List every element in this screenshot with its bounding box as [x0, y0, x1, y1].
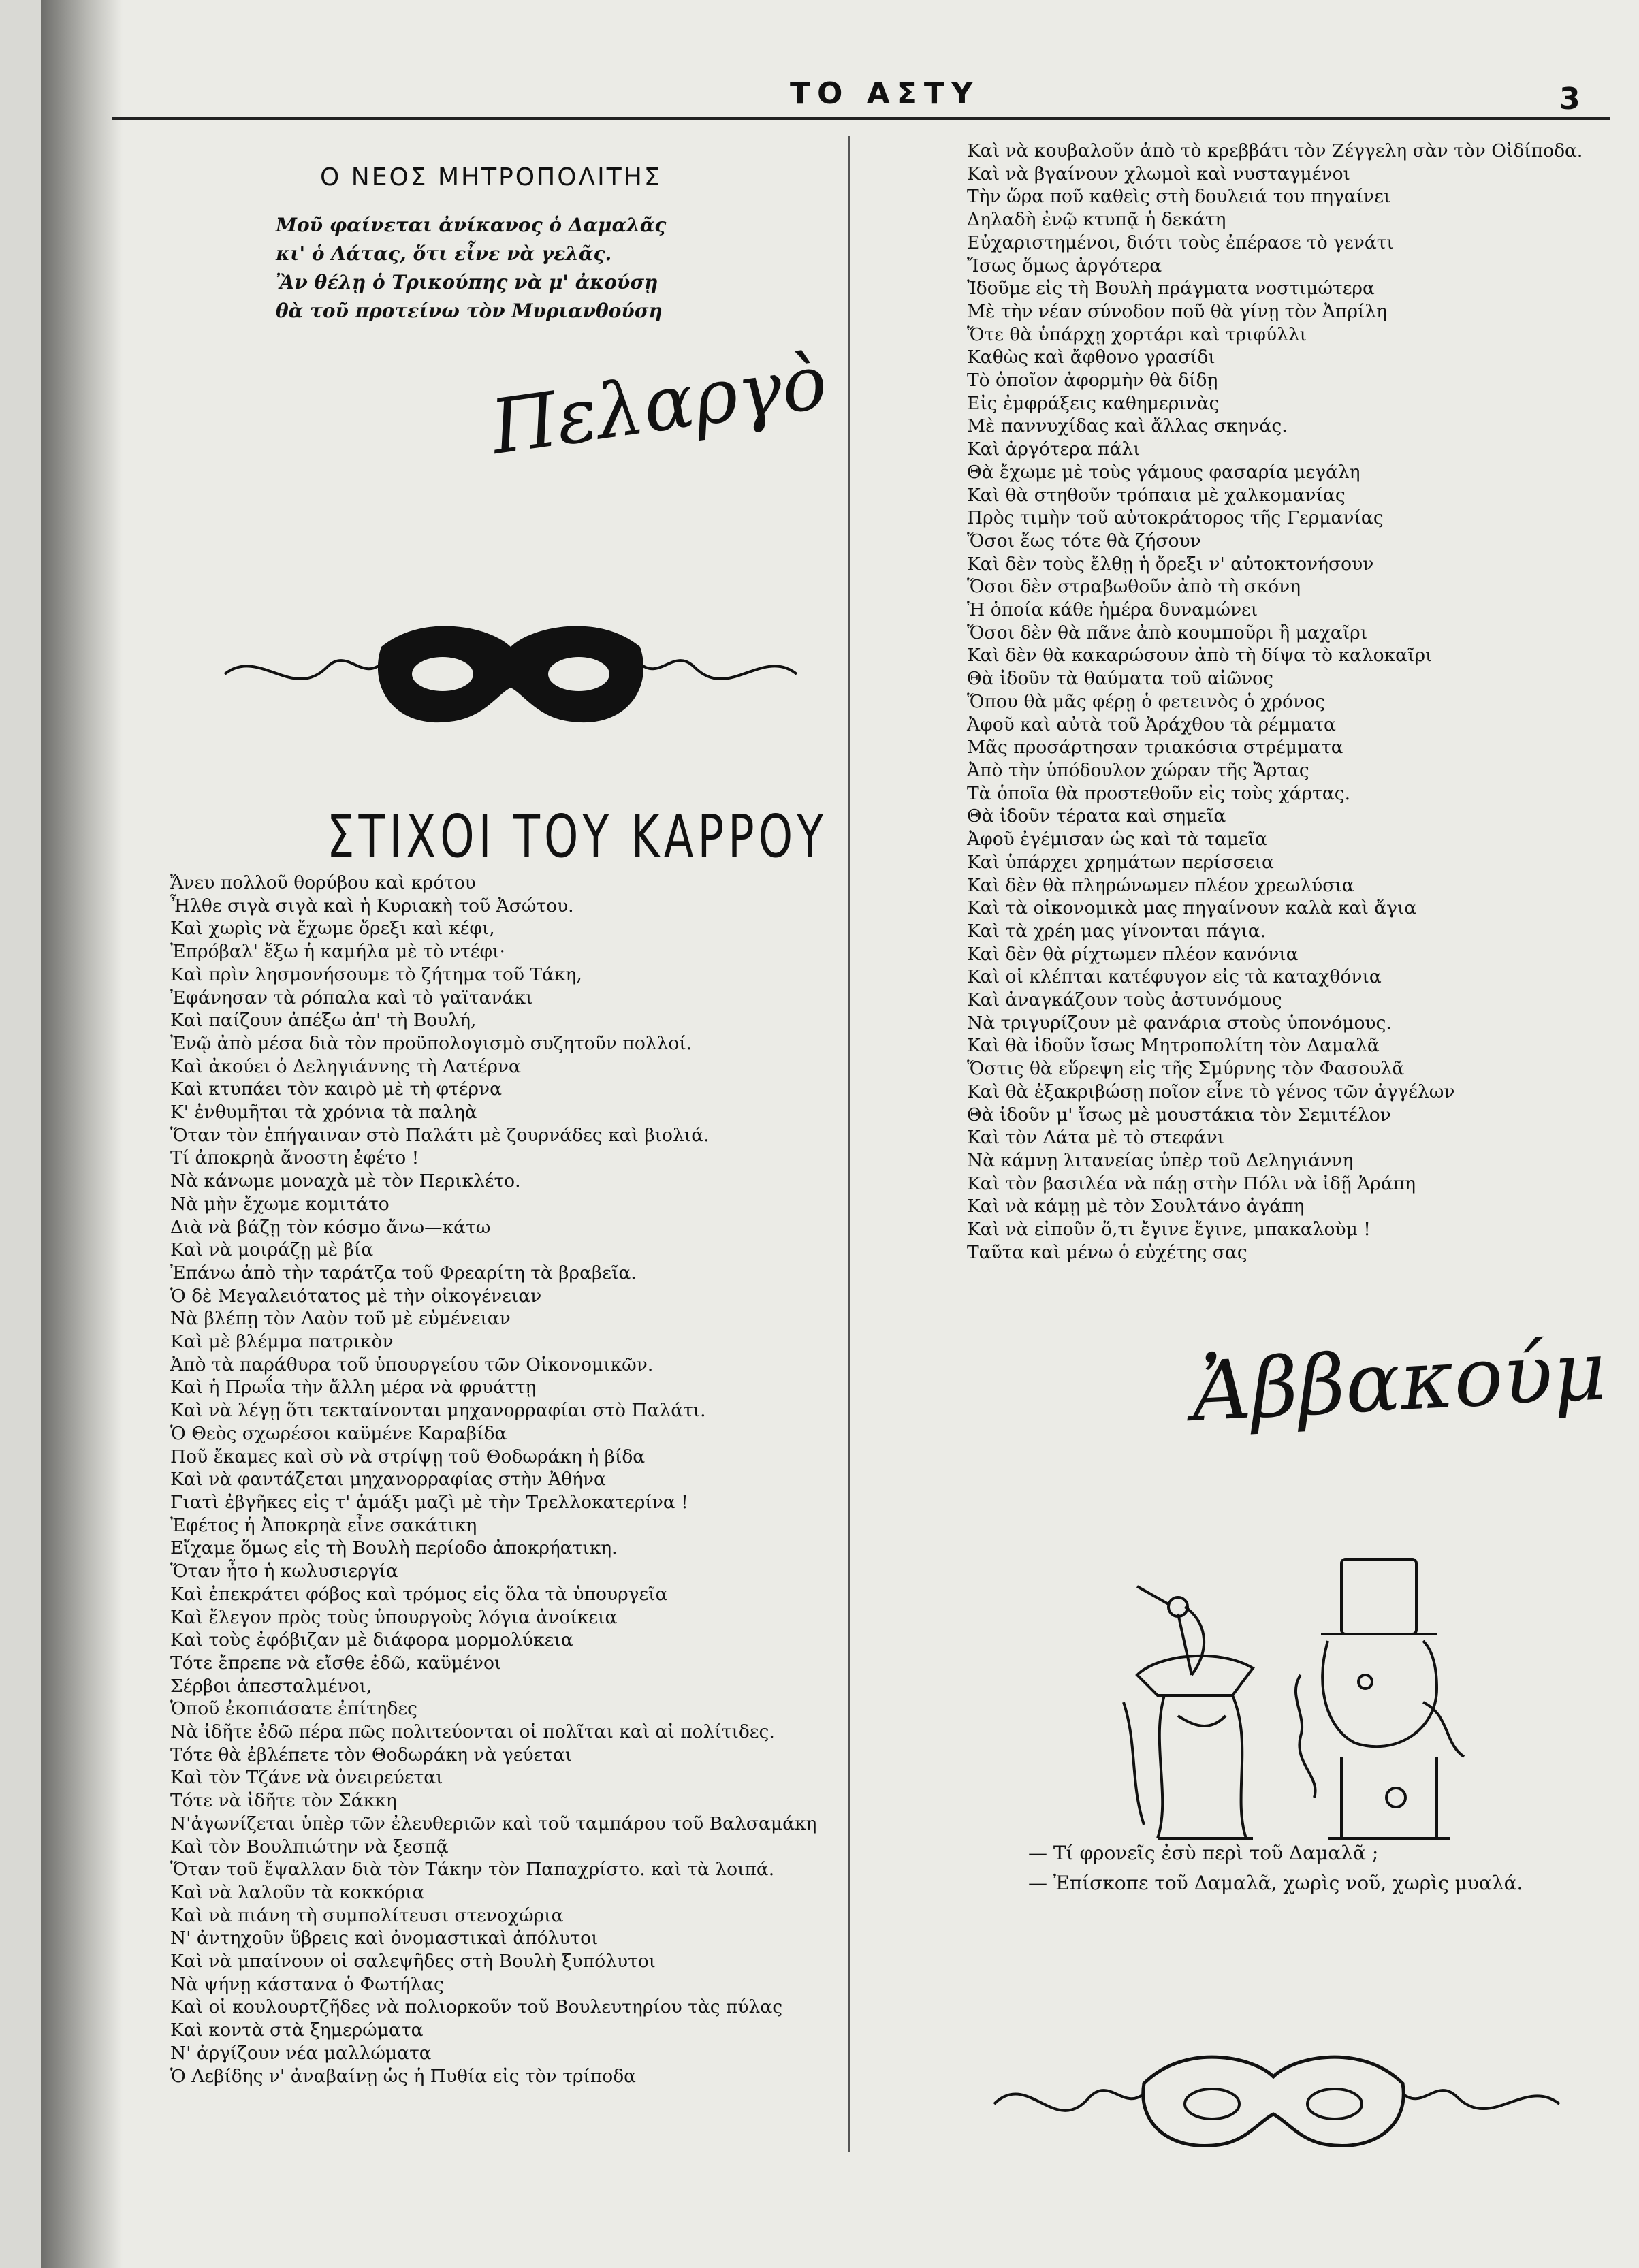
- verse-line: Καὶ νὰ βγαίνουν χλωμοὶ καὶ νυσταγμένοι: [967, 163, 1350, 185]
- epigram-line: θὰ τοῦ προτείνω τὸν Μυριανθούση: [276, 300, 663, 322]
- verse-line: Κ' ἐνθυμῆται τὰ χρόνια τὰ παληὰ: [170, 1102, 477, 1123]
- verse-line: Καὶ δὲν θὰ ρίχτωμεν πλέον κανόνια: [967, 943, 1299, 965]
- verse-line: Ὅσοι δὲν στραβωθοῦν ἀπὸ τὴ σκόνη: [967, 576, 1301, 598]
- verse-line: Καὶ θὰ ἐξακριβώσῃ ποῖον εἶνε τὸ γένος τῶν ἀγγέλων: [967, 1081, 1455, 1102]
- verse-line: Καὶ νὰ κουβαλοῦν ἀπὸ τὸ κρεββάτι τὸν Ζέγγελη σὰν τὸν Οἰδίποδα.: [967, 140, 1583, 161]
- epigram: [276, 211, 766, 325]
- verse-line: Καὶ τὸν βασιλέα νὰ πάῃ στὴν Πόλι νὰ ἰδῇ Ἀράπη: [967, 1172, 1416, 1194]
- verse-line: Ὅπου θὰ μᾶς φέρῃ ὁ φετεινὸς ὁ χρόνος: [967, 690, 1325, 712]
- verse-line: Καὶ νὰ λέγῃ ὅτι τεκταίνονται μηχανορραφίαι στὸ Παλάτι.: [170, 1400, 706, 1422]
- verse-line: Καὶ παίζουν ἀπέξω ἀπ' τὴ Βουλή,: [170, 1010, 477, 1032]
- verse-line: Καὶ τὸν Τζάνε νὰ ὀνειρεύεται: [170, 1767, 443, 1789]
- verse-line: Καὶ τὸν Βουλπιώτην νὰ ξεσπᾷ: [170, 1836, 449, 1857]
- verse-left: [170, 872, 851, 2088]
- verse-line: Πρὸς τιμὴν τοῦ αὐτοκράτορος τῆς Γερμανίας: [967, 507, 1384, 529]
- verse-line: Καὶ νὰ μπαίνουν οἱ σαλεψῆδες στὴ Βουλὴ ξυπόλυτοι: [170, 1951, 656, 1972]
- verse-line: Ἀφοῦ καὶ αὐτὰ τοῦ Ἀράχθου τὰ ρέμματα: [967, 714, 1336, 735]
- epigram-line: Μοῦ φαίνεται ἀνίκανος ὁ Δαμαλᾶς: [276, 214, 667, 236]
- right-column: [967, 136, 1607, 2261]
- verse-line: Ὅστις θὰ εὕρεψη εἰς τῆς Σμύρνης τὸν Φασουλᾶ: [967, 1058, 1405, 1080]
- verse-line: Ν' ἀργίζουν νέα μαλλώματα: [170, 2042, 432, 2064]
- verse-line: Ὅταν τοῦ ἔψαλλαν διὰ τὸν Τάκην τὸν Παπαχρίστο. καὶ τὰ λοιπά.: [170, 1859, 775, 1881]
- verse-line: Ν'ἀγωνίζεται ὑπὲρ τῶν ἐλευθεριῶν καὶ τοῦ ταμπάρου τοῦ Βαλσαμάκη: [170, 1812, 817, 1834]
- verse-line: Καὶ τὸν Λάτα μὲ τὸ στεφάνι: [967, 1127, 1225, 1149]
- verse-line: Καὶ νὰ εἰποῦν ὅ,τι ἔγινε ἔγινε, μπακαλοὺμ !: [967, 1219, 1371, 1241]
- verse-line: Εὐχαριστημένοι, διότι τοὺς ἐπέρασε τὸ γενάτι: [967, 231, 1394, 253]
- verse-line: Ἐφέτος ἡ Ἀποκρηὰ εἶνε σακάτικη: [170, 1514, 477, 1536]
- verse-line: Νὰ ἰδῆτε ἐδῶ πέρα πῶς πολιτεύονται οἱ πολῖται καὶ αἱ πολίτιδες.: [170, 1721, 775, 1743]
- verse-line: Καὶ δὲν θὰ πληρώνωμεν πλέον χρεωλύσια: [967, 874, 1354, 896]
- verse-line: Τὰ ὁποῖα θὰ προστεθοῦν εἰς τοὺς χάρτας.: [967, 782, 1351, 804]
- masthead: ΤΟ ΑΣΤΥ: [790, 76, 980, 111]
- mask-ornament: [218, 599, 803, 735]
- signature-abbakoum: Ἀββακούμ: [1189, 1324, 1608, 1440]
- poem-title: Ο ΝΕΟΣ ΜΗΤΡΟΠΟΛΙΤΗΣ: [320, 163, 662, 191]
- verse-line: Θὰ ἰδοῦν τέρατα καὶ σημεῖα: [967, 805, 1226, 827]
- signature-pelargos: Πελαργὸ: [486, 338, 833, 471]
- verse-line: Νὰ κάνωμε μοναχὰ μὲ τὸν Περικλέτο.: [170, 1170, 521, 1192]
- verse-line: Νὰ βλέπῃ τὸν Λαὸν τοῦ μὲ εὐμένειαν: [170, 1308, 511, 1330]
- verse-line: Ὁποῦ ἐκοπιάσατε ἐπίτηδες: [170, 1698, 418, 1720]
- verse-line: Ὅταν ἦτο ἡ κωλυσιεργία: [170, 1561, 398, 1582]
- verse-line: Καὶ ἀκούει ὁ Δεληγιάννης τὴ Λατέρνα: [170, 1055, 521, 1077]
- verse-line: Ταῦτα καὶ μένω ὁ εὐχέτης σας: [967, 1241, 1247, 1263]
- verse-line: Θὰ ἰδοῦν μ' ἴσως μὲ μουστάκια τὸν Σεμιτέλον: [967, 1104, 1391, 1125]
- verse-line: Καὶ τὰ χρέη μας γίνονται πάγια.: [967, 920, 1267, 942]
- verse-line: Καὶ θὰ στηθοῦν τρόπαια μὲ χαλκομανίας: [967, 484, 1346, 506]
- verse-line: Καὶ οἱ κουλουρτζῆδες νὰ πολιορκοῦν τοῦ Βουλευτηρίου τὰς πύλας: [170, 1996, 783, 2018]
- verse-line: Νὰ μὴν ἔχωμε κομιτάτο: [170, 1193, 389, 1215]
- verse-line: Ἀπὸ τὴν ὑπόδουλον χώραν τῆς Ἄρτας: [967, 759, 1309, 781]
- verse-line: Θὰ ἰδοῦν τὰ θαύματα τοῦ αἰῶνος: [967, 668, 1273, 690]
- verse-line: Τότε ἔπρεπε νὰ εἴσθε ἐδῶ, καϋμένοι: [170, 1652, 502, 1674]
- verse-line: Μὲ τὴν νέαν σύνοδον ποῦ θὰ γίνῃ τὸν Ἀπρίλη: [967, 300, 1387, 322]
- verse-line: Μὲ παννυχίδας καὶ ἄλλας σκηνάς.: [967, 415, 1288, 437]
- verse-line: Καὶ οἱ κλέπται κατέφυγον εἰς τὰ καταχθόνια: [967, 966, 1382, 988]
- verse-line: Ὅσοι ἕως τότε θὰ ζήσουν: [967, 530, 1201, 552]
- verse-line: Ὅταν τὸν ἐπήγαιναν στὸ Παλάτι μὲ ζουρνάδες καὶ βιολιά.: [170, 1124, 710, 1146]
- verse-line: Καὶ ἡ Πρωΐα τὴν ἄλλη μέρα νὰ φρυάττῃ: [170, 1377, 537, 1399]
- binding-shadow: [41, 0, 123, 2268]
- verse-line: Ἐπρόβαλ' ἔξω ἡ καμήλα μὲ τὸ ντέφι·: [170, 941, 505, 963]
- verse-line: Καθὼς καὶ ἄφθονο γρασίδι: [967, 347, 1215, 368]
- verse-line: Ἦλθε σιγὰ σιγὰ καὶ ἡ Κυριακὴ τοῦ Ἀσώτου.: [170, 895, 574, 916]
- verse-line: Ὁ δὲ Μεγαλειότατος μὲ τὴν οἰκογένειαν: [170, 1285, 542, 1307]
- verse-line: Γιατὶ ἐβγῆκες εἰς τ' ἁμάξι μαζὶ μὲ τὴν Τρελλοκατερίνα !: [170, 1491, 688, 1513]
- epigram-line: Ἂν θέλῃ ὁ Τρικούπης νὰ μ' ἀκούσῃ: [276, 271, 658, 293]
- verse-line: Νὰ τριγυρίζουν μὲ φανάρια στοὺς ὑπονόμους.: [967, 1012, 1392, 1034]
- verse-line: Ἐφάνησαν τὰ ρόπαλα καὶ τὸ γαϊτανάκι: [170, 987, 533, 1008]
- verse-line: Ὅσοι δὲν θὰ πᾶνε ἀπὸ κουμποῦρι ἢ μαχαῖρι: [967, 622, 1368, 643]
- verse-line: Καὶ δὲν τοὺς ἔλθῃ ἡ ὄρεξι ν' αὐτοκτονήσουν: [967, 553, 1374, 575]
- verse-line: Καὶ νὰ φαντάζεται μηχανορραφίας στὴν Ἀθήνα: [170, 1469, 606, 1490]
- cartoon-caption: [1028, 1838, 1614, 1898]
- header-rule: [112, 117, 1610, 120]
- verse-line: Ἀφοῦ ἐγέμισαν ὡς καὶ τὰ ταμεῖα: [967, 829, 1268, 850]
- epigram-line: κι' ὁ Λάτας, ὅτι εἶνε νὰ γελᾶς.: [276, 242, 612, 265]
- verse-line: Καὶ ἐπεκράτει φόβος καὶ τρόμος εἰς ὅλα τὰ ὑπουργεῖα: [170, 1583, 668, 1605]
- verse-line: Καὶ θὰ ἰδοῦν ἴσως Μητροπολίτη τὸν Δαμαλᾶ: [967, 1035, 1380, 1057]
- dialogue-line: — Ἐπίσκοπε τοῦ Δαμαλᾶ, χωρὶς νοῦ, χωρὶς μυαλά.: [1028, 1872, 1523, 1894]
- section-title: ΣΤΙΧΟΙ ΤΟΥ ΚΑΡΡΟΥ: [327, 803, 828, 872]
- dialogue-line: — Τί φρονεῖς ἐσὺ περὶ τοῦ Δαμαλᾶ ;: [1028, 1842, 1379, 1864]
- verse-line: Διὰ νὰ βάζῃ τὸν κόσμο ἄνω—κάτω: [170, 1216, 491, 1238]
- verse-line: Καὶ τὰ οἰκονομικὰ μας πηγαίνουν καλὰ καὶ ἅγια: [967, 897, 1417, 919]
- verse-line: Καὶ νὰ μοιράζῃ μὲ βία: [170, 1239, 374, 1261]
- page-number: 3: [1559, 82, 1580, 116]
- verse-line: Καὶ ἀργότερα πάλι: [967, 438, 1141, 460]
- verse-line: Τότε θὰ ἐβλέπετε τὸν Θοδωράκη νὰ γεύεται: [170, 1744, 573, 1766]
- verse-line: Καὶ ἔλεγον πρὸς τοὺς ὑπουργοὺς λόγια ἀνοίκεια: [170, 1606, 618, 1628]
- verse-line: Ἐπάνω ἀπὸ τὴν ταράτζα τοῦ Φρεαρίτη τὰ βραβεῖα.: [170, 1262, 637, 1283]
- verse-line: Ποῦ ἔκαμες καὶ σὺ νὰ στρίψῃ τοῦ Θοδωράκη ἡ βίδα: [170, 1446, 646, 1467]
- verse-line: Μᾶς προσάρτησαν τριακόσια στρέμματα: [967, 737, 1343, 758]
- verse-line: Καὶ νὰ λαλοῦν τὰ κοκκόρια: [170, 1881, 425, 1903]
- verse-line: Ὅτε θὰ ὑπάρχῃ χορτάρι καὶ τριφύλλι: [967, 323, 1307, 345]
- verse-line: Καὶ κοντὰ στὰ ξημερώματα: [170, 2019, 424, 2041]
- verse-line: Εἰς ἐμφράξεις καθημερινὰς: [967, 392, 1220, 414]
- verse-line: Θὰ ἔχωμε μὲ τοὺς γάμους φασαρία μεγάλη: [967, 461, 1360, 483]
- left-column: [136, 136, 831, 2261]
- verse-line: Καὶ ὑπάρχει χρημάτων περίσσεια: [967, 851, 1274, 873]
- verse-line: Τὸ ὁποῖον ἀφορμὴν θὰ δίδῃ: [967, 370, 1218, 392]
- verse-line: Καὶ κτυπάει τὸν καιρὸ μὲ τὴ φτέρνα: [170, 1079, 503, 1100]
- verse-line: Εἴχαμε ὅμως εἰς τὴ Βουλὴ περίοδο ἀποκρήατικη.: [170, 1537, 618, 1559]
- verse-line: Δηλαδὴ ἐνῷ κτυπᾷ ἡ δεκάτη: [967, 209, 1226, 231]
- verse-line: Καὶ ἀναγκάζουν τοὺς ἀστυνόμους: [967, 989, 1282, 1011]
- verse-line: Ἡ ὁποία κάθε ἡμέρα δυναμώνει: [967, 599, 1258, 621]
- verse-line: Ν' ἀντηχοῦν ὕβρεις καὶ ὀνομαστικαὶ ἀπόλυτοι: [170, 1928, 599, 1949]
- verse-line: Καὶ νὰ πιάνη τὴ συμπολίτευσι στενοχώρια: [170, 1904, 564, 1926]
- verse-line: Σέρβοι ἀπεσταλμένοι,: [170, 1675, 372, 1697]
- verse-line: Καὶ μὲ βλέμμα πατρικὸν: [170, 1331, 394, 1353]
- verse-line: Ἐνῷ ἀπὸ μέσα διὰ τὸν προϋπολογισμὸ συζητοῦν πολλοί.: [170, 1032, 693, 1054]
- verse-line: Ἰδοῦμε εἰς τὴ Βουλὴ πράγματα νοστιμώτερα: [967, 278, 1375, 300]
- verse-line: Ἴσως ὅμως ἀργότερα: [967, 255, 1162, 276]
- verse-line: Καὶ τοὺς ἐφόβιζαν μὲ διάφορα μορμολύκεια: [170, 1629, 573, 1651]
- verse-line: Τότε νὰ ἰδῆτε τὸν Σάκκη: [170, 1790, 397, 1812]
- verse-right: [967, 140, 1621, 1264]
- verse-line: Ὁ Θεὸς σχωρέσοι καϋμένε Καραβίδα: [170, 1422, 507, 1444]
- verse-line: Καὶ δὲν θὰ κακαρώσουν ἀπὸ τὴ δίψα τὸ καλοκαῖρι: [967, 645, 1433, 667]
- verse-line: Καὶ νὰ κάμῃ μὲ τὸν Σουλτάνο ἀγάπη: [967, 1196, 1305, 1217]
- mask-ornament-footer: [987, 2029, 1566, 2158]
- verse-line: Τὴν ὥρα ποῦ καθεὶς στὴ δουλειά του πηγαίνει: [967, 186, 1391, 208]
- verse-line: Τί ἀποκρηὰ ἄνοστη ἐφέτο !: [170, 1147, 419, 1169]
- verse-line: Ὁ Λεβίδης ν' ἀναβαίνῃ ὡς ἡ Πυθία εἰς τὸν τρίποδα: [170, 2065, 637, 2087]
- verse-line: Ἄνευ πολλοῦ θορύβου καὶ κρότου: [170, 872, 476, 893]
- verse-line: Νὰ ψήνῃ κάστανα ὁ Φωτήλας: [170, 1973, 444, 1995]
- verse-line: Νὰ κάμνῃ λιτανείας ὑπὲρ τοῦ Δεληγιάννη: [967, 1149, 1354, 1171]
- verse-line: Καὶ πρὶν λησμονήσουμε τὸ ζήτημα τοῦ Τάκη,: [170, 963, 582, 985]
- verse-line: Καὶ χωρὶς νὰ ἔχωμε ὄρεξι καὶ κέφι,: [170, 918, 495, 940]
- verse-line: Ἀπὸ τὰ παράθυρα τοῦ ὑπουργείου τῶν Οἰκονομικῶν.: [170, 1354, 654, 1375]
